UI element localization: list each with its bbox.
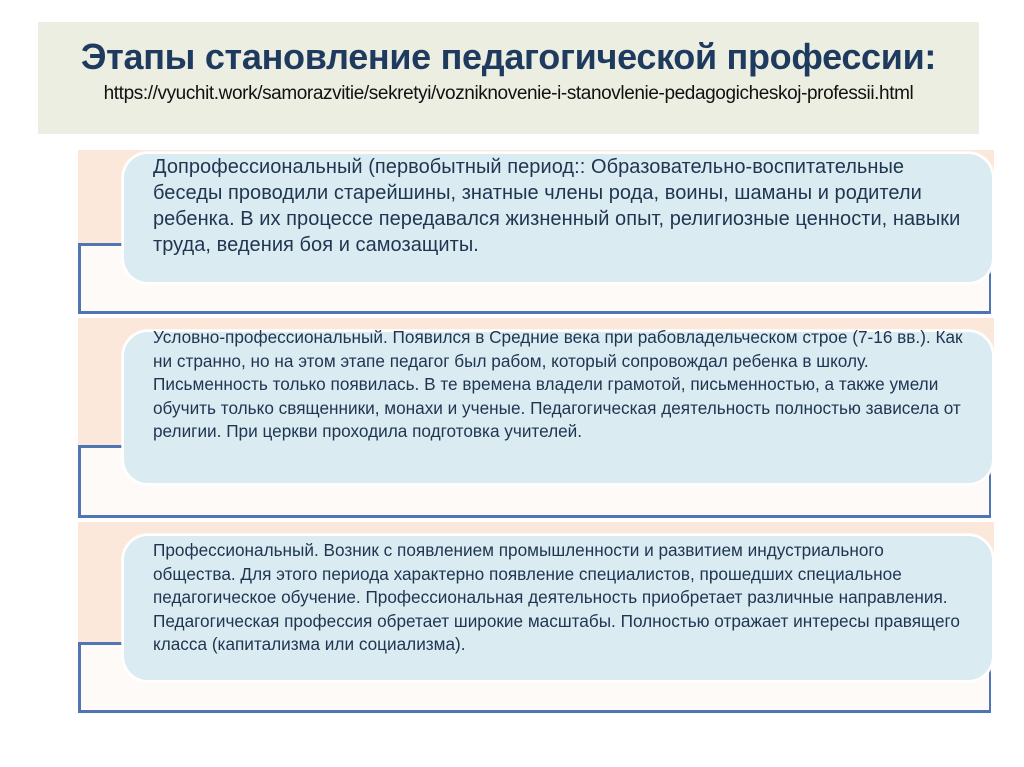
- stage-block-1: [78, 150, 994, 314]
- source-url: https://vyuchit.work/samorazvitie/sekretyi/vozniknovenie-i-stanovlenie-pedagogicheskoj-professii.html: [103, 83, 914, 104]
- stage-text: Допрофессиональный (первобытный период:: Образовательно-воспитательные беседы проводили старейшины, знатные члены рода, воины, шаманы и родители ребенка. В их процессе передавался жизненный опыт, религиозные ценности, навыки труда, ведения боя и самозащиты.: [153, 156, 961, 256]
- stage-text: Профессиональный. Возник с появлением промышленности и развитием индустриального общества. Для этого периода характерно появление специалистов, прошедших специальное педагогическое обучение. Профессиональная деятельность приобретает различные направления. Педагогическая профессия обретает широкие масштабы. Полностью отражает интересы правящего класса (капитализма или социализма).: [153, 540, 960, 654]
- stage-block-2: [78, 318, 994, 518]
- slide-title: Этапы становление педагогической профессии:: [80, 36, 937, 77]
- title-panel: [38, 22, 979, 134]
- stage-block-3: [78, 522, 994, 713]
- stage-text: Условно-профессиональный. Появился в Средние века при рабовладельческом строе (7-16 вв.). Как ни странно, но на этом этапе педагог был рабом, который сопровождал ребенка в школу. Письменность только появилась. В те времена владели грамотой, письменностью, а также умели обучить только священники, монахи и ученые. Педагогическая деятельность полностью зависела от религии. При церкви проходила подготовка учителей.: [153, 327, 963, 441]
